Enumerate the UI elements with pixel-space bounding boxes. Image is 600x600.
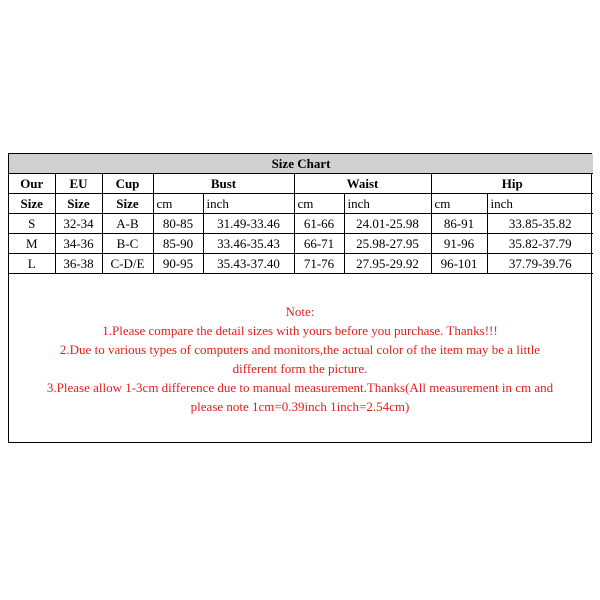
note-3-line-2: please note 1cm=0.39inch 1inch=2.54cm) (190, 399, 410, 414)
unit-hip-inch: inch (487, 194, 593, 214)
cell-our-size: L (9, 254, 55, 274)
cell-our-size: S (9, 214, 55, 234)
notes-section (9, 302, 591, 416)
cell-eu-size: 34-36 (55, 234, 102, 254)
cell-waist-cm: 71-76 (294, 254, 344, 274)
cell-waist-cm: 61-66 (294, 214, 344, 234)
cell-waist-cm: 66-71 (294, 234, 344, 254)
note-2-line-2: different form the picture. (232, 361, 368, 376)
cell-eu-size: 32-34 (55, 214, 102, 234)
note-3-line-1: 3.Please allow 1-3cm difference due to manual measurement.Thanks(All measurement in cm and (46, 380, 554, 395)
table-row (9, 214, 593, 234)
note-1: 1.Please compare the detail sizes with yours before you purchase. Thanks!!! (102, 323, 498, 338)
table-row (9, 254, 593, 274)
size-table (9, 154, 593, 274)
cell-hip-cm: 91-96 (431, 234, 487, 254)
cell-cup-size: A-B (102, 214, 153, 234)
cell-waist-inch: 27.95-29.92 (344, 254, 431, 274)
header-eu-size-2: Size (55, 194, 102, 214)
header-waist: Waist (294, 174, 431, 194)
header-our-size-2: Size (9, 194, 55, 214)
cell-hip-cm: 96-101 (431, 254, 487, 274)
cell-cup-size: B-C (102, 234, 153, 254)
table-row (9, 234, 593, 254)
unit-hip-cm: cm (431, 194, 487, 214)
cell-waist-inch: 25.98-27.95 (344, 234, 431, 254)
unit-bust-inch: inch (203, 194, 294, 214)
unit-bust-cm: cm (153, 194, 203, 214)
cell-bust-cm: 85-90 (153, 234, 203, 254)
cell-our-size: M (9, 234, 55, 254)
table-title: Size Chart (9, 154, 593, 174)
cell-waist-inch: 24.01-25.98 (344, 214, 431, 234)
unit-waist-cm: cm (294, 194, 344, 214)
header-our-size-1: Our (9, 174, 55, 194)
cell-hip-inch: 35.82-37.79 (487, 234, 593, 254)
note-heading: Note: (285, 304, 315, 319)
unit-waist-inch: inch (344, 194, 431, 214)
cell-bust-cm: 80-85 (153, 214, 203, 234)
cell-hip-cm: 86-91 (431, 214, 487, 234)
size-chart (8, 153, 592, 443)
header-eu-size-1: EU (55, 174, 102, 194)
cell-bust-inch: 33.46-35.43 (203, 234, 294, 254)
cell-bust-inch: 35.43-37.40 (203, 254, 294, 274)
cell-hip-inch: 33.85-35.82 (487, 214, 593, 234)
cell-bust-inch: 31.49-33.46 (203, 214, 294, 234)
header-cup-size-1: Cup (102, 174, 153, 194)
cell-hip-inch: 37.79-39.76 (487, 254, 593, 274)
header-bust: Bust (153, 174, 294, 194)
header-cup-size-2: Size (102, 194, 153, 214)
note-2-line-1: 2.Due to various types of computers and monitors,the actual color of the item may be a little (59, 342, 541, 357)
cell-cup-size: C-D/E (102, 254, 153, 274)
cell-bust-cm: 90-95 (153, 254, 203, 274)
cell-eu-size: 36-38 (55, 254, 102, 274)
header-hip: Hip (431, 174, 593, 194)
